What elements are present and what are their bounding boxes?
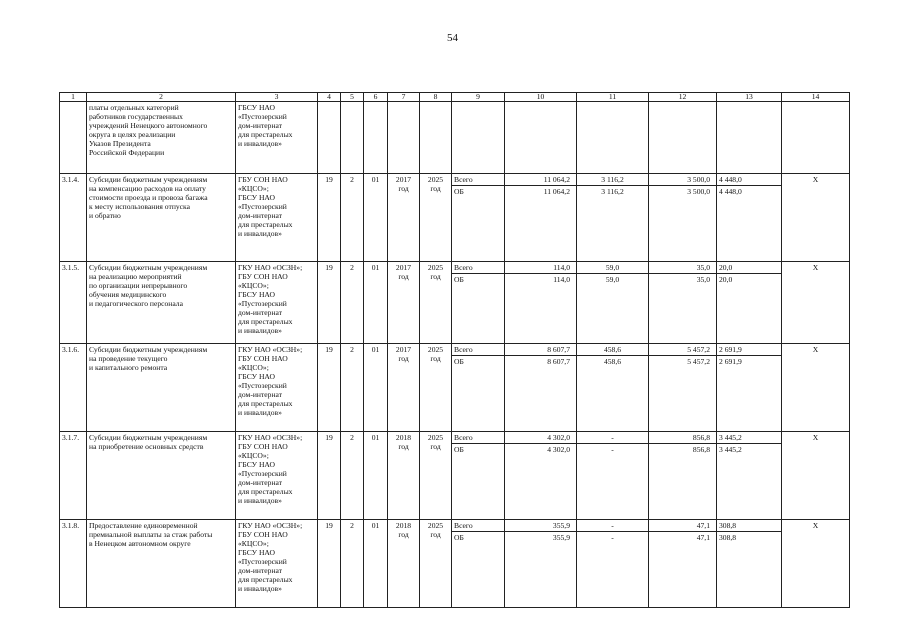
year-2019-cell [717, 344, 782, 432]
year-2019-cell [717, 520, 782, 608]
table-row [60, 520, 850, 608]
row-number: 3.1.6. [60, 344, 87, 432]
amount-col11: - [611, 445, 614, 454]
amount-total: 4 302,0 [547, 445, 570, 454]
measure-name: Субсидии бюджетным учреждениям на компенсацию расходов на оплату стоимости проезда и провоза багажа к месту использования отпуска и обратно [87, 174, 236, 262]
code-om: 01 [364, 520, 388, 608]
amount-col12: 3 500,0 [687, 187, 710, 196]
year-2018-cell [649, 520, 717, 608]
target-indicator: Х [782, 262, 850, 344]
column-number: 1 [60, 93, 87, 102]
column-number: 6 [364, 93, 388, 102]
empty-cell [717, 102, 782, 174]
funding-source: Всего [452, 174, 504, 186]
code-gp: 19 [318, 174, 341, 262]
year-2019-cell [717, 262, 782, 344]
year-2018-cell [649, 344, 717, 432]
target-indicator: Х [782, 432, 850, 520]
start-year: 2017 год [388, 174, 420, 262]
funding-source: ОБ [454, 275, 464, 284]
funding-source-cell [452, 432, 505, 520]
table-row [60, 262, 850, 344]
empty-cell [577, 102, 649, 174]
funding-source-cell [452, 344, 505, 432]
page-number: 54 [447, 32, 458, 44]
funding-source: ОБ [454, 187, 464, 196]
amount-col11: - [611, 533, 614, 542]
code-pp: 2 [341, 520, 364, 608]
executor: ГКУ НАО «ОСЗН»; ГБУ СОН НАО «КЦСО»; ГБСУ НАО «Пустозерский дом-интернат для престарелых и инвалидов» [236, 520, 318, 608]
amount-col11: - [577, 520, 648, 532]
amount-col12: 5 457,2 [649, 344, 716, 356]
empty-cell [649, 102, 717, 174]
empty-cell [420, 102, 452, 174]
funding-source: Всего [452, 432, 504, 444]
end-year: 2025 год [420, 432, 452, 520]
start-year: 2018 год [388, 432, 420, 520]
year-2017-cell [577, 432, 649, 520]
amount-col13: 2 691,9 [719, 357, 742, 366]
row-number: 3.1.7. [60, 432, 87, 520]
start-year: 2017 год [388, 262, 420, 344]
continuation-row [60, 102, 850, 174]
funding-source-cell [452, 174, 505, 262]
empty-cell [388, 102, 420, 174]
funding-source: Всего [452, 262, 504, 274]
amount-col13: 3 445,2 [717, 432, 781, 444]
column-number: 14 [782, 93, 850, 102]
amount-col13: 2 691,9 [717, 344, 781, 356]
amount-col11: 458,6 [603, 357, 622, 366]
total-cell [505, 174, 577, 262]
code-pp: 2 [341, 174, 364, 262]
amount-col11: - [577, 432, 648, 444]
target-indicator: Х [782, 344, 850, 432]
year-2017-cell [577, 344, 649, 432]
amount-col12: 47,1 [649, 520, 716, 532]
row-number: 3.1.5. [60, 262, 87, 344]
amount-col13: 4 448,0 [717, 174, 781, 186]
column-number-header [60, 93, 850, 102]
amount-total: 355,9 [552, 533, 570, 542]
funding-source-cell [452, 262, 505, 344]
measure-name: Субсидии бюджетным учреждениям на реализацию мероприятий по организации непрерывного обучения медицинского и педагогического персонала [87, 262, 236, 344]
amount-col11: 3 116,2 [577, 174, 648, 186]
amount-col11: 3 116,2 [601, 187, 624, 196]
funding-source: ОБ [454, 357, 464, 366]
code-om: 01 [364, 262, 388, 344]
funding-source: Всего [452, 344, 504, 356]
target-indicator: Х [782, 520, 850, 608]
column-number: 8 [420, 93, 452, 102]
code-om: 01 [364, 432, 388, 520]
amount-total: 114,0 [553, 275, 570, 284]
column-number: 7 [388, 93, 420, 102]
column-number: 11 [577, 93, 649, 102]
code-gp: 19 [318, 432, 341, 520]
amount-col12: 35,0 [696, 275, 710, 284]
column-number: 5 [341, 93, 364, 102]
table-row [60, 174, 850, 262]
amount-total: 8 607,7 [505, 344, 576, 356]
year-2018-cell [649, 174, 717, 262]
start-year: 2017 год [388, 344, 420, 432]
code-pp: 2 [341, 344, 364, 432]
year-2018-cell [649, 432, 717, 520]
amount-col12: 47,1 [696, 533, 710, 542]
column-number: 13 [717, 93, 782, 102]
code-gp: 19 [318, 344, 341, 432]
executor: ГКУ НАО «ОСЗН»; ГБУ СОН НАО «КЦСО»; ГБСУ НАО «Пустозерский дом-интернат для престарелых и инвалидов» [236, 344, 318, 432]
code-om: 01 [364, 344, 388, 432]
total-cell [505, 262, 577, 344]
program-table [59, 92, 850, 608]
year-2017-cell [577, 174, 649, 262]
empty-cell [364, 102, 388, 174]
table-row [60, 344, 850, 432]
amount-total: 4 302,0 [505, 432, 576, 444]
row-number: 3.1.8. [60, 520, 87, 608]
code-pp: 2 [341, 262, 364, 344]
end-year: 2025 год [420, 174, 452, 262]
total-cell [505, 432, 577, 520]
code-gp: 19 [318, 262, 341, 344]
amount-total: 8 607,7 [547, 357, 570, 366]
code-pp: 2 [341, 432, 364, 520]
end-year: 2025 год [420, 520, 452, 608]
end-year: 2025 год [420, 262, 452, 344]
funding-source: ОБ [454, 445, 464, 454]
funding-source: Всего [452, 520, 504, 532]
measure-name: Субсидии бюджетным учреждениям на приобретение основных средств [87, 432, 236, 520]
column-number: 4 [318, 93, 341, 102]
start-year: 2018 год [388, 520, 420, 608]
empty-cell [60, 102, 87, 174]
empty-cell [341, 102, 364, 174]
amount-col13: 4 448,0 [719, 187, 742, 196]
executor: ГБСУ НАО «Пустозерский дом-интернат для престарелых и инвалидов» [236, 102, 318, 174]
target-indicator: Х [782, 174, 850, 262]
year-2017-cell [577, 520, 649, 608]
year-2019-cell [717, 174, 782, 262]
amount-total: 11 064,2 [543, 187, 570, 196]
measure-name: Субсидии бюджетным учреждениям на проведение текущего и капитального ремонта [87, 344, 236, 432]
amount-col12: 35,0 [649, 262, 716, 274]
amount-total: 355,9 [505, 520, 576, 532]
amount-col12: 3 500,0 [649, 174, 716, 186]
executor: ГКУ НАО «ОСЗН»; ГБУ СОН НАО «КЦСО»; ГБСУ НАО «Пустозерский дом-интернат для престарелых и инвалидов» [236, 262, 318, 344]
measure-name: Предоставление единовременной премиальной выплаты за стаж работы в Ненецком автономном округе [87, 520, 236, 608]
column-number: 2 [87, 93, 236, 102]
code-gp: 19 [318, 520, 341, 608]
amount-col12: 856,8 [649, 432, 716, 444]
amount-col13: 20,0 [717, 262, 781, 274]
code-om: 01 [364, 174, 388, 262]
row-number: 3.1.4. [60, 174, 87, 262]
amount-col12: 856,8 [692, 445, 710, 454]
executor: ГКУ НАО «ОСЗН»; ГБУ СОН НАО «КЦСО»; ГБСУ НАО «Пустозерский дом-интернат для престарелых и инвалидов» [236, 432, 318, 520]
amount-col13: 20,0 [719, 275, 733, 284]
year-2019-cell [717, 432, 782, 520]
amount-col13: 308,8 [719, 533, 737, 542]
year-2017-cell [577, 262, 649, 344]
amount-col11: 59,0 [577, 262, 648, 274]
funding-source-cell [452, 520, 505, 608]
funding-source: ОБ [454, 533, 464, 542]
total-cell [505, 344, 577, 432]
empty-cell [505, 102, 577, 174]
amount-col11: 458,6 [577, 344, 648, 356]
amount-total: 11 064,2 [505, 174, 576, 186]
amount-col12: 5 457,2 [687, 357, 710, 366]
empty-cell [452, 102, 505, 174]
amount-col13: 308,8 [717, 520, 781, 532]
year-2018-cell [649, 262, 717, 344]
column-number: 10 [505, 93, 577, 102]
amount-col13: 3 445,2 [719, 445, 742, 454]
table-row [60, 432, 850, 520]
amount-total: 114,0 [505, 262, 576, 274]
measure-name: платы отдельных категорий работников государственных учреждений Ненецкого автономного округа в целях реализации Указов Президента Российской Федерации [87, 102, 236, 174]
empty-cell [318, 102, 341, 174]
column-number: 12 [649, 93, 717, 102]
column-number: 3 [236, 93, 318, 102]
empty-cell [782, 102, 850, 174]
executor: ГБУ СОН НАО «КЦСО»; ГБСУ НАО «Пустозерский дом-интернат для престарелых и инвалидов» [236, 174, 318, 262]
end-year: 2025 год [420, 344, 452, 432]
total-cell [505, 520, 577, 608]
column-number: 9 [452, 93, 505, 102]
amount-col11: 59,0 [605, 275, 620, 284]
